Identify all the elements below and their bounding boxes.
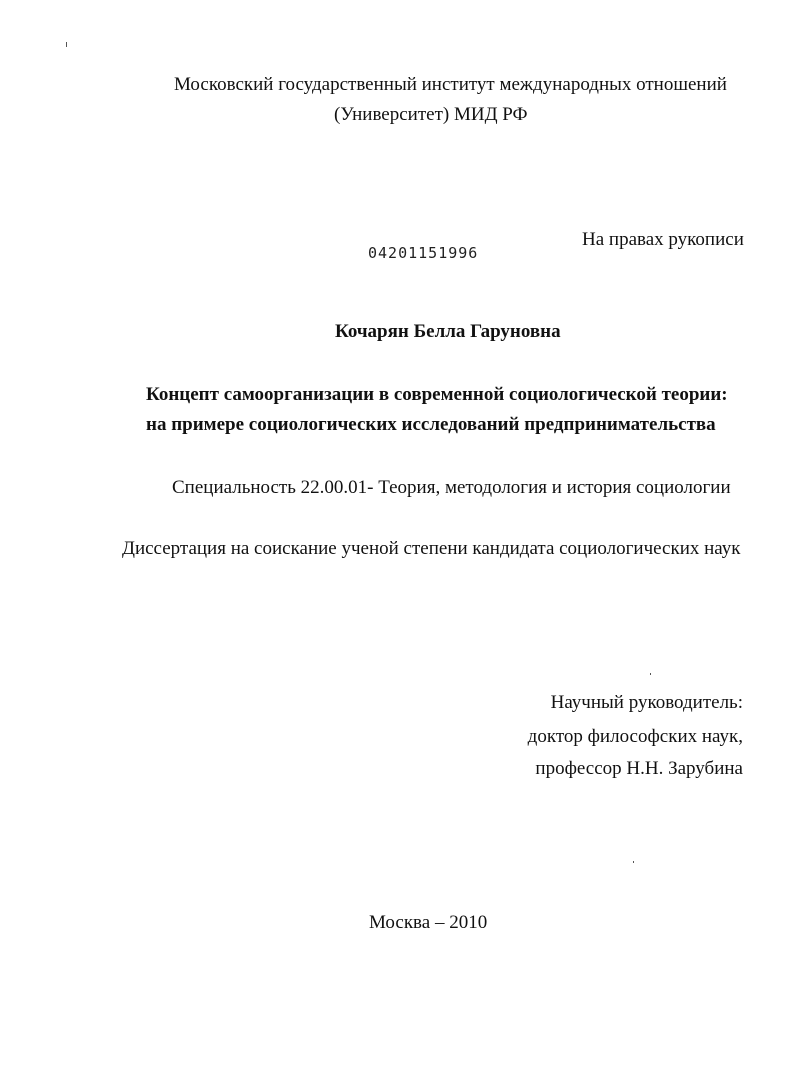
dissertation-title-line-1: Концепт самоорганизации в современной социологической теории: <box>146 384 728 405</box>
dissertation-title-line-2: на примере социологических исследований предпринимательства <box>146 414 716 435</box>
supervisor-label: Научный руководитель: <box>550 692 743 713</box>
scan-speck <box>633 861 634 863</box>
supervisor-name: профессор Н.Н. Зарубина <box>535 758 743 779</box>
library-code: 04201151996 <box>368 244 479 262</box>
supervisor-degree: доктор философских наук, <box>527 726 743 747</box>
manuscript-note: На правах рукописи <box>582 229 744 250</box>
scan-speck <box>66 42 67 47</box>
scan-speck <box>650 673 651 675</box>
specialty: Специальность 22.00.01- Теория, методология и история социологии <box>172 477 731 498</box>
city-year: Москва – 2010 <box>369 912 488 933</box>
institution-line-1: Московский государственный институт международных отношений <box>174 74 727 95</box>
institution-line-2: (Университет) МИД РФ <box>334 104 528 125</box>
author-name: Кочарян Белла Гаруновна <box>335 321 561 342</box>
dissertation-degree: Диссертация на соискание ученой степени кандидата социологических наук <box>122 538 741 559</box>
